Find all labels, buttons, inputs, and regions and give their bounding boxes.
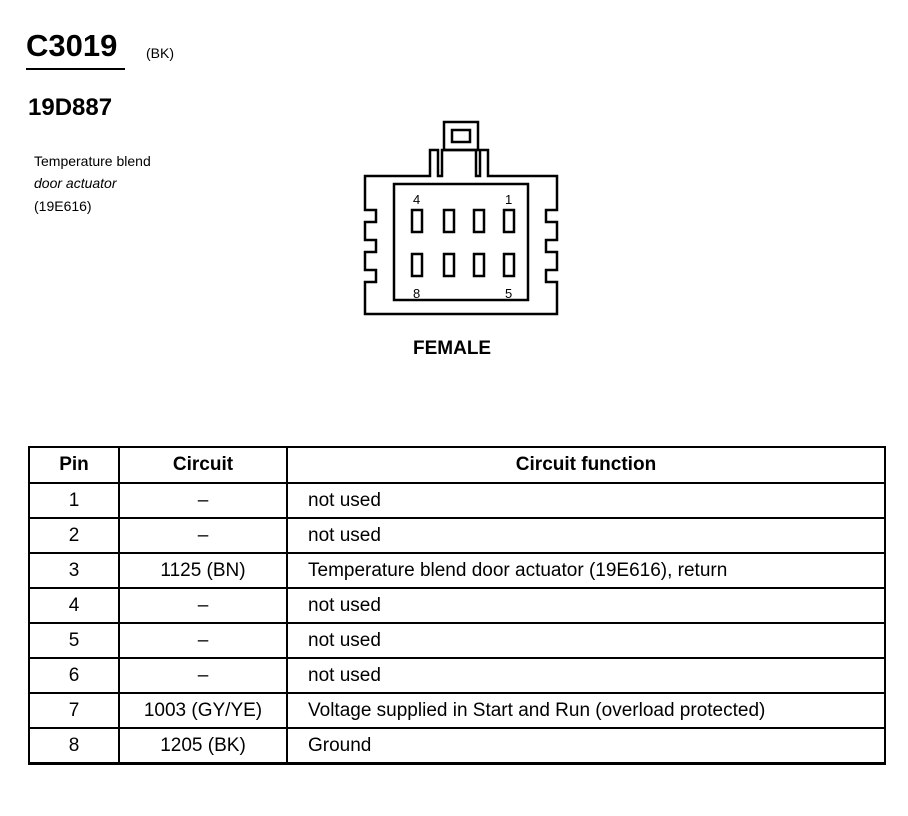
pin-table [28,446,886,765]
table-row [29,483,885,518]
function-cell: not used [287,658,885,693]
function-cell: not used [287,518,885,553]
table-row [29,623,885,658]
connector-id-underline [26,68,125,70]
header-pin: Pin [29,447,119,483]
connector-color: (BK) [146,45,174,61]
pin-cell: 7 [29,693,119,728]
terminal-3 [444,210,454,232]
table-row [29,588,885,623]
part-number: 19D887 [28,94,113,121]
terminal-4 [412,210,422,232]
pin-cell: 6 [29,658,119,693]
header-circuit: Circuit [119,447,287,483]
table-row [29,553,885,588]
component-description-line1: Temperature blend [34,153,151,169]
terminal-7 [444,254,454,276]
connector-gender-caption: FEMALE [413,338,492,359]
locking-tab-window [452,130,470,142]
table-row [29,518,885,553]
terminal-5 [504,254,514,276]
table-row [29,658,885,693]
pin-cell: 5 [29,623,119,658]
circuit-cell: – [119,588,287,623]
function-cell: not used [287,623,885,658]
circuit-cell: – [119,658,287,693]
function-cell: not used [287,483,885,518]
function-cell: Voltage supplied in Start and Run (overload protected) [287,693,885,728]
terminal-6 [474,254,484,276]
pin-cell: 8 [29,728,119,764]
table-header-row [29,447,885,483]
circuit-cell: 1125 (BN) [119,553,287,588]
pin-label-1: 1 [505,192,513,207]
pin-cell: 4 [29,588,119,623]
function-cell: Ground [287,728,885,764]
pin-cell: 1 [29,483,119,518]
pin-label-4: 4 [413,192,421,207]
component-description-line2: door actuator [34,175,117,191]
circuit-cell: – [119,483,287,518]
table-row [29,728,885,764]
terminal-2 [474,210,484,232]
circuit-cell: – [119,518,287,553]
component-description-line3: (19E616) [34,198,92,214]
pin-cell: 3 [29,553,119,588]
pin-cell: 2 [29,518,119,553]
terminal-1 [504,210,514,232]
function-cell: not used [287,588,885,623]
terminal-8 [412,254,422,276]
pin-label-5: 5 [505,286,513,301]
connector-id: C3019 [26,28,118,63]
header-circuit-function: Circuit function [287,447,885,483]
circuit-cell: 1003 (GY/YE) [119,693,287,728]
circuit-cell: – [119,623,287,658]
function-cell: Temperature blend door actuator (19E616), return [287,553,885,588]
connector-face-diagram [358,118,568,320]
pin-label-8: 8 [413,286,421,301]
locking-tab [444,122,478,150]
table-row [29,693,885,728]
circuit-cell: 1205 (BK) [119,728,287,764]
